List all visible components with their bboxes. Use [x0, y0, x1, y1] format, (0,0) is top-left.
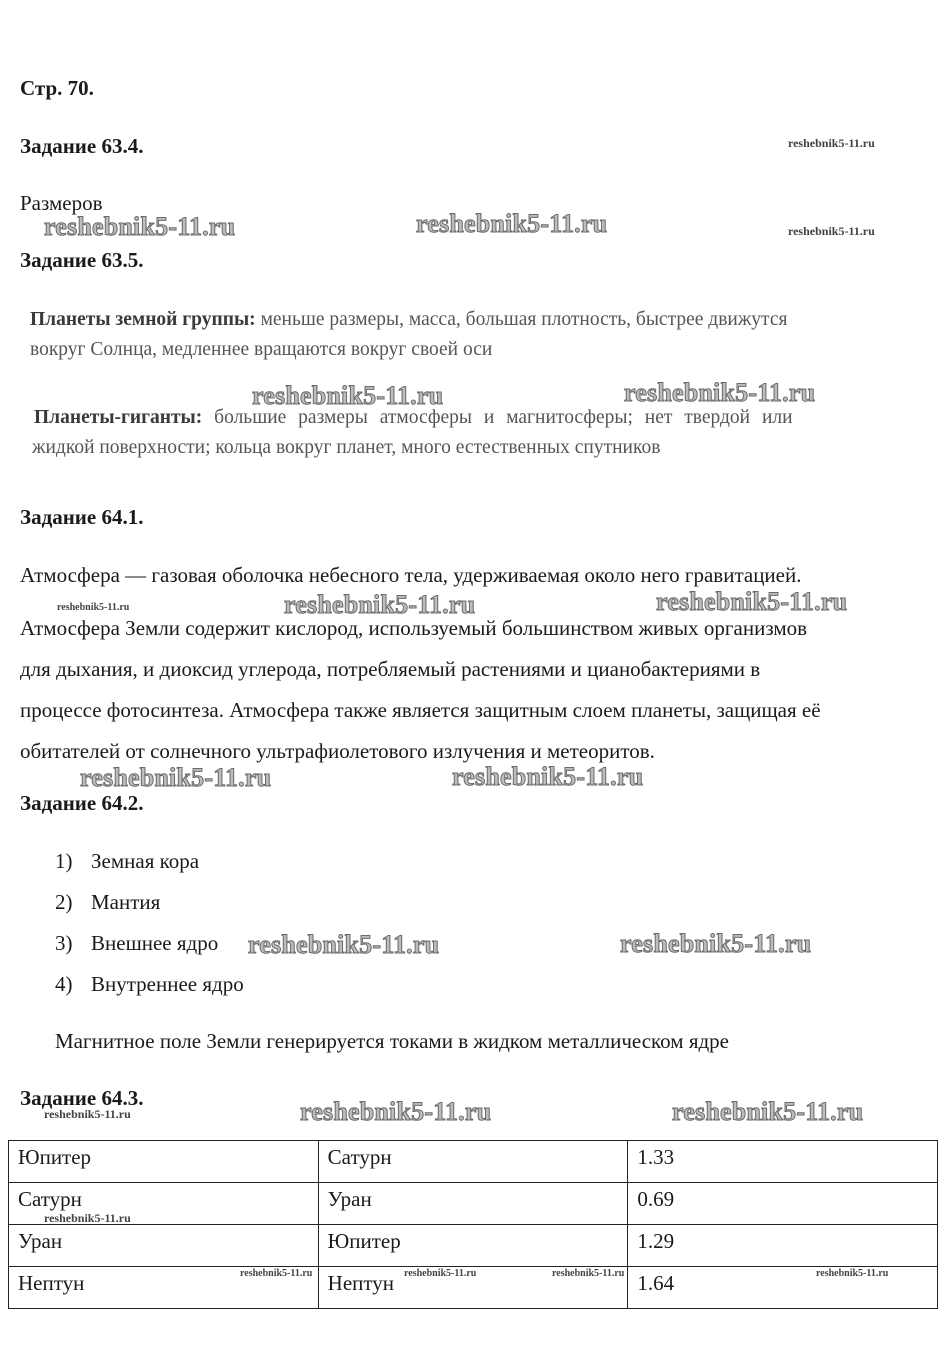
- table-cell: Уран: [9, 1225, 319, 1267]
- list-number: 4): [55, 972, 73, 996]
- watermark: reshebnik5-11.ru: [452, 762, 644, 791]
- list-number: 1): [55, 849, 73, 873]
- atmosphere-line-2: Атмосфера Земли содержит кислород, используемый большинством живых организмов: [20, 616, 808, 640]
- list-item: [55, 890, 160, 915]
- list-item: [55, 849, 199, 874]
- watermark: reshebnik5-11.ru: [816, 1268, 889, 1279]
- watermark: reshebnik5-11.ru: [248, 930, 440, 959]
- task-63-4-answer: Размеров: [20, 191, 103, 215]
- terrestrial-label: Планеты земной группы:: [30, 309, 256, 330]
- watermark: reshebnik5-11.ru: [44, 212, 236, 241]
- watermark: reshebnik5-11.ru: [300, 1097, 492, 1126]
- task-63-4-title: Задание 63.4.: [20, 134, 144, 158]
- table-cell: Сатурн: [318, 1141, 628, 1183]
- list-text: Внутреннее ядро: [91, 972, 244, 996]
- watermark: reshebnik5-11.ru: [44, 1107, 131, 1121]
- table-cell: Сатурн: [9, 1183, 319, 1225]
- watermark: reshebnik5-11.ru: [57, 602, 130, 613]
- task-64-2-title: Задание 64.2.: [20, 791, 144, 815]
- watermark: reshebnik5-11.ru: [552, 1268, 625, 1279]
- atmosphere-line-4: процессе фотосинтеза. Атмосфера также является защитным слоем планеты, защищая её: [20, 698, 821, 722]
- table-cell: Нептун: [318, 1267, 628, 1309]
- watermark: reshebnik5-11.ru: [624, 378, 816, 407]
- watermark: reshebnik5-11.ru: [656, 587, 848, 616]
- watermark: reshebnik5-11.ru: [788, 224, 875, 238]
- list-text: Внешнее ядро: [91, 931, 219, 955]
- terrestrial-line-1: [30, 309, 787, 331]
- table-cell: Юпитер: [318, 1225, 628, 1267]
- watermark: reshebnik5-11.ru: [672, 1097, 864, 1126]
- table-cell: 1.29: [628, 1225, 938, 1267]
- table-cell: 1.33: [628, 1141, 938, 1183]
- task-64-1-title: Задание 64.1.: [20, 505, 144, 529]
- table-row: [9, 1183, 938, 1225]
- giants-line-2: жидкой поверхности; кольца вокруг планет, много естественных спутников: [32, 437, 661, 458]
- list-item: [55, 972, 244, 997]
- list-item: [55, 931, 218, 956]
- atmosphere-line-5: обитателей от солнечного ультрафиолетового излучения и метеоритов.: [20, 739, 655, 763]
- list-number: 3): [55, 931, 73, 955]
- task-64-3-title: Задание 64.3.: [20, 1086, 144, 1110]
- table-cell: 0.69: [628, 1183, 938, 1225]
- terrestrial-line-2: вокруг Солнца, медленнее вращаются вокруг своей оси: [30, 339, 493, 360]
- list-text: Мантия: [91, 890, 161, 914]
- task-63-5-title: Задание 63.5.: [20, 248, 144, 272]
- giants-text: большие размеры атмосферы и магнитосферы; нет твердой или: [202, 407, 793, 428]
- giants-label: Планеты-гиганты:: [34, 407, 203, 428]
- table-cell: Нептун: [9, 1267, 319, 1309]
- watermark: reshebnik5-11.ru: [80, 763, 272, 792]
- watermark: reshebnik5-11.ru: [416, 209, 608, 238]
- watermark: reshebnik5-11.ru: [252, 381, 444, 410]
- table-row: [9, 1141, 938, 1183]
- planets-table: [8, 1140, 938, 1309]
- table-cell: Юпитер: [9, 1141, 319, 1183]
- watermark: reshebnik5-11.ru: [284, 590, 476, 619]
- table-row: [9, 1225, 938, 1267]
- page-label: Стр. 70.: [20, 76, 94, 100]
- watermark: reshebnik5-11.ru: [404, 1268, 477, 1279]
- watermark: reshebnik5-11.ru: [240, 1268, 313, 1279]
- atmosphere-line-3: для дыхания, и диоксид углерода, потребляемый растениями и цианобактериями в: [20, 657, 761, 681]
- watermark: reshebnik5-11.ru: [788, 136, 875, 150]
- terrestrial-text: меньше размеры, масса, большая плотность, быстрее движутся: [255, 309, 788, 330]
- watermark: reshebnik5-11.ru: [44, 1211, 131, 1225]
- magnetic-field-note: Магнитное поле Земли генерируется токами в жидком металлическом ядре: [55, 1029, 729, 1053]
- list-text: Земная кора: [91, 849, 200, 873]
- table-cell: 1.64: [628, 1267, 938, 1309]
- table-cell: Уран: [318, 1183, 628, 1225]
- list-number: 2): [55, 890, 73, 914]
- watermark: reshebnik5-11.ru: [620, 929, 812, 958]
- atmosphere-line-1: Атмосфера — газовая оболочка небесного тела, удерживаемая около него гравитацией.: [20, 563, 802, 587]
